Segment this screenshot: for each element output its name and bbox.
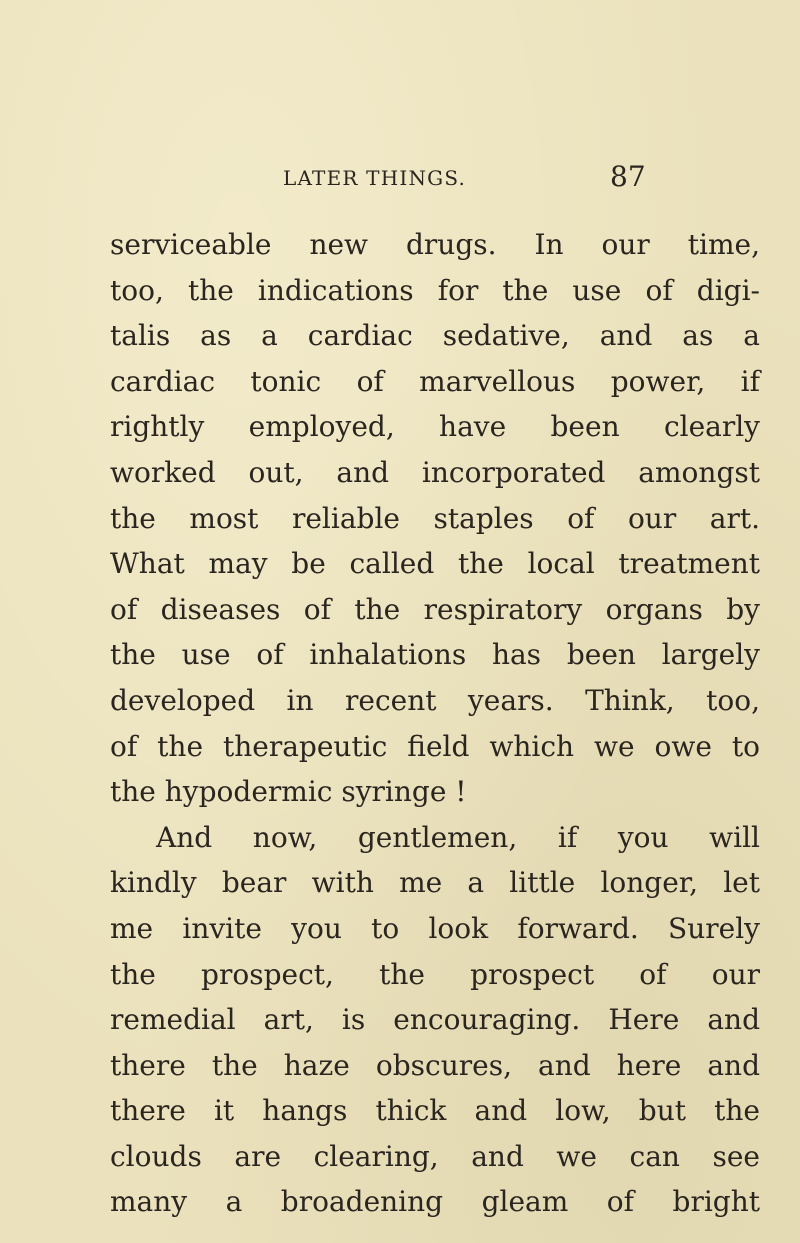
text-line: of diseases of the respiratory organs by xyxy=(110,592,760,626)
text-line: rightly employed, have been clearly xyxy=(110,410,760,444)
text-line: talis as a cardiac sedative, and as a xyxy=(110,319,760,353)
text-line: remedial art, is encouraging. Here and xyxy=(110,1003,760,1037)
text-line: clouds are clearing, and we can see xyxy=(110,1139,760,1173)
body-text xyxy=(110,222,760,1225)
text-line: of the therapeutic field which we owe to xyxy=(110,729,760,763)
text-line: many a broadening gleam of bright xyxy=(110,1185,760,1219)
text-line: serviceable new drugs. In our time, xyxy=(110,228,760,261)
text-line: the most reliable staples of our art. xyxy=(110,501,760,535)
text-line: too, the indications for the use of digi- xyxy=(110,273,760,307)
text-line: me invite you to look forward. Surely xyxy=(110,911,760,945)
text-line: there the haze obscures, and here and xyxy=(110,1048,760,1082)
text-line: the hypodermic syringe ! xyxy=(110,775,467,809)
text-line: developed in recent years. Think, too, xyxy=(110,683,760,717)
running-title: LATER THINGS. xyxy=(283,166,467,190)
text-line: the use of inhalations has been largely xyxy=(110,638,760,672)
text-line: cardiac tonic of marvellous power, if xyxy=(110,364,760,398)
text-line: What may be called the local treatment xyxy=(110,547,760,581)
text-line: And now, gentlemen, if you will xyxy=(156,820,760,854)
page-number: 87 xyxy=(610,160,646,193)
text-line: there it hangs thick and low, but the xyxy=(110,1094,760,1128)
text-line: the prospect, the prospect of our xyxy=(110,957,760,991)
text-line: kindly bear with me a little longer, let xyxy=(110,866,760,900)
running-head xyxy=(0,160,800,200)
text-line: worked out, and incorporated amongst xyxy=(110,455,760,489)
